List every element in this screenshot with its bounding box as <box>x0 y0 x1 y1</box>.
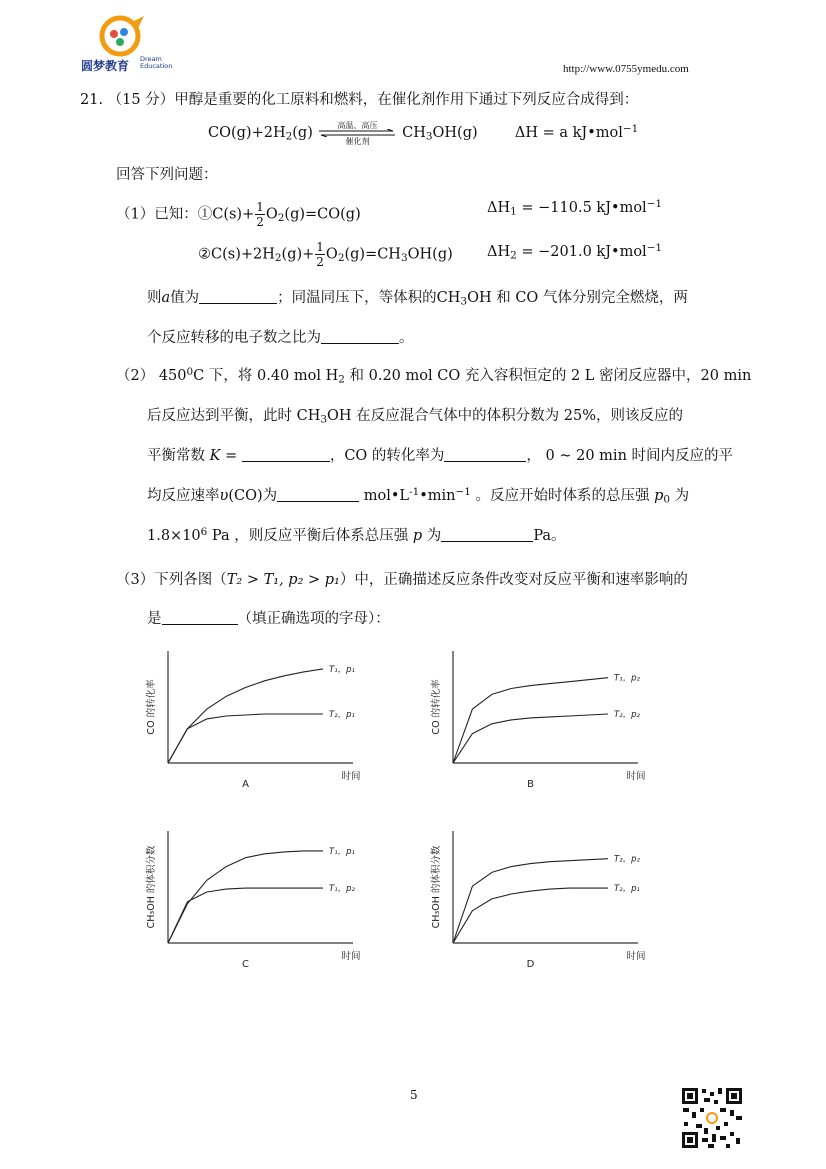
p2-l5-d: Pa。 <box>533 528 566 544</box>
eq-right: CH <box>402 125 426 141</box>
part1-reaction1 <box>116 200 361 229</box>
q1-var-a: a <box>161 290 171 306</box>
p2-l3-c: ，CO 的转化率为 <box>329 448 445 464</box>
answer-blank-choice[interactable] <box>162 610 238 625</box>
eq-right-end: OH(g) <box>432 125 478 141</box>
x-axis-label: 时间 <box>341 771 361 782</box>
chart-a <box>140 645 390 799</box>
p2-l2-b: OH 在反应混合气体中的体积分数为 25%，则该反应的 <box>327 408 683 424</box>
p2-l4-c: mol•L <box>359 488 410 504</box>
p2-p0-sub: 0 <box>663 493 671 506</box>
r2-c-sub: 2 <box>337 252 345 265</box>
main-equation <box>208 122 638 144</box>
dh2-value: = −201.0 kJ•mol <box>516 244 647 260</box>
series-label-1: T₂，p₂ <box>614 854 640 865</box>
r1-fraction <box>255 200 265 229</box>
part1-label: （1）已知： <box>116 206 198 223</box>
series-line-1 <box>453 859 608 943</box>
p2-l1-a: （2） 450 <box>116 368 187 384</box>
header-url: http://www.0755ymedu.com <box>563 63 689 75</box>
r2-b: (g)+ <box>281 246 315 263</box>
r1-b: O <box>265 206 278 223</box>
r2-d: (g)=CH <box>344 246 401 263</box>
chart-c <box>140 825 390 979</box>
answer-blank-rate[interactable] <box>277 487 359 502</box>
p2-l5-b: Pa ，则反应平衡后体系总压强 <box>207 528 413 544</box>
part2-line5 <box>147 524 566 545</box>
qr-code-icon <box>680 1086 744 1150</box>
part1-question-line1 <box>147 286 688 307</box>
x-axis-label: 时间 <box>341 951 361 962</box>
answer-blank-k[interactable] <box>242 447 330 462</box>
p2-l4-e: 。反应开始时体系的总压强 <box>470 488 655 504</box>
series-label-1: T₁，p₂ <box>614 673 640 684</box>
p2-l2-sub: 3 <box>320 413 328 426</box>
p3-l2-b: （填正确选项的字母）： <box>237 611 390 627</box>
r2-e: OH(g) <box>407 246 453 263</box>
part2-line1 <box>116 364 751 385</box>
series-line-1 <box>168 669 323 763</box>
chart-b <box>425 645 675 799</box>
q1-f: 个反应转移的电子数之比为 <box>147 330 321 346</box>
r2-fraction <box>315 240 325 269</box>
p2-l3-a: 平衡常数 <box>147 448 210 464</box>
chart-b-svg <box>425 645 675 795</box>
answer-blank-pressure[interactable] <box>441 527 533 542</box>
p2-l4-b: (CO)为 <box>228 488 278 504</box>
p2-l5-c: 为 <box>422 528 442 544</box>
q1-c: 值为 <box>170 290 200 306</box>
q1-e: OH 和 CO 气体分别完全燃烧，两 <box>467 290 688 306</box>
y-axis-label: CO 的转化率 <box>146 679 157 735</box>
q1-d: ；同温同压下，等体积的CH <box>277 290 461 306</box>
frac-num: 1 <box>256 200 264 214</box>
series-label-2: T₂，p₁ <box>329 710 355 720</box>
p2-l4-f: 为 <box>670 488 690 504</box>
p2-l4-a: 均反应速率 <box>147 488 220 504</box>
p3-condition: T₂ > T₁, p₂ > p₁ <box>226 572 340 588</box>
panel-label: C <box>242 959 249 970</box>
p3-l1-a: （3）下列各图（ <box>116 572 227 588</box>
panel-label: B <box>527 779 534 790</box>
r2-a: C(s)+2H <box>211 246 275 263</box>
part2-line3 <box>147 444 733 465</box>
panel-label: D <box>526 959 535 970</box>
question-number: 21. <box>80 92 104 108</box>
part1-dh1 <box>487 197 663 218</box>
chart-d <box>425 825 675 979</box>
answer-blank-conversion[interactable] <box>444 447 526 462</box>
p2-l5-sup: 6 <box>200 525 208 538</box>
dh1-sup: −1 <box>646 197 663 210</box>
p2-l3-b: = <box>220 448 242 464</box>
frac2-num: 1 <box>316 240 324 254</box>
series-label-2: T₂，p₁ <box>614 884 640 895</box>
series-line-2 <box>453 888 608 943</box>
r2-number: ② <box>198 246 211 263</box>
answer-prompt: 回答下列问题： <box>116 167 218 183</box>
p2-k: K <box>209 448 221 464</box>
y-axis-label: CH₃OH 的体积分数 <box>146 845 157 929</box>
equilibrium-arrow-icon <box>319 122 395 144</box>
eq-left-sub: 2 <box>285 130 293 143</box>
series-label-2: T₁，p₂ <box>329 884 355 895</box>
p2-l1-b: C 下，将 0.40 mol H <box>193 368 339 384</box>
frac2-den: 2 <box>316 255 324 269</box>
eq-left: CO(g)+2H <box>208 125 286 141</box>
series-line-1 <box>168 851 323 943</box>
dh2: ΔH <box>487 244 511 260</box>
p2-l3-d: ， 0 ~ 20 min 时间内反应的平 <box>526 448 734 464</box>
r2-a-sub: 2 <box>274 252 282 265</box>
series-line-2 <box>168 714 323 763</box>
p2-l4-sup1: -1 <box>409 485 420 498</box>
dh2-sub: 2 <box>510 249 517 262</box>
r2-c: O <box>325 246 338 263</box>
question-score: （15 分） <box>107 92 175 108</box>
q1-a: 则 <box>147 290 162 306</box>
dh1-value: = −110.5 kJ•mol <box>516 200 647 216</box>
dh1-sub: 1 <box>510 205 517 218</box>
r1-b-sub: 2 <box>277 212 285 225</box>
p2-l4-d: •min <box>419 488 456 504</box>
series-line-1 <box>453 678 608 763</box>
q1-d-sub: 3 <box>460 295 468 308</box>
p2-p0: p <box>654 488 664 504</box>
eq-dh: ΔH = a kJ•mol <box>514 125 623 141</box>
page-number: 5 <box>410 1088 418 1102</box>
series-label-1: T₁，p₁ <box>329 664 355 675</box>
r1-a: C(s)+ <box>212 206 255 223</box>
logo-en-line1: Dream <box>140 55 162 63</box>
p2-l2-a: 后反应达到平衡，此时 CH <box>147 408 321 424</box>
panel-label: A <box>242 779 249 790</box>
p2-p: p <box>412 528 423 544</box>
p2-l4-sup2: −1 <box>455 485 471 498</box>
r1-number: ① <box>197 206 213 223</box>
series-line-2 <box>453 714 608 763</box>
p2-l5-a: 1.8×10 <box>147 528 201 544</box>
chart-a-svg <box>140 645 390 795</box>
p2-v: υ <box>219 488 229 504</box>
part3-line2 <box>147 607 390 628</box>
logo-en-line2: Education <box>140 62 173 70</box>
question-intro-line <box>80 88 638 109</box>
p3-l1-b: ）中，正确描述反应条件改变对反应平衡和速率影响的 <box>339 572 688 588</box>
p2-l1-c: 和 0.20 mol CO 充入容积恒定的 2 L 密闭反应器中，20 min <box>344 368 752 384</box>
chart-c-svg <box>140 825 390 975</box>
part1-question-line2 <box>147 326 414 347</box>
part2-line4 <box>147 484 689 505</box>
part1-reaction2 <box>198 240 453 269</box>
dh1: ΔH <box>487 200 511 216</box>
p2-l1-sub: 2 <box>338 373 345 386</box>
answer-blank-electron-ratio[interactable] <box>321 329 399 344</box>
p3-l2-a: 是 <box>147 611 162 627</box>
part3-line1 <box>116 568 688 589</box>
series-label-2: T₂，p₂ <box>614 710 640 720</box>
q1-g: 。 <box>399 330 414 346</box>
x-axis-label: 时间 <box>626 771 646 782</box>
r1-c: (g)=CO(g) <box>284 206 361 223</box>
part1-dh2 <box>487 241 663 262</box>
frac-den: 2 <box>256 215 264 229</box>
logo-english-text <box>140 56 172 70</box>
x-axis-label: 时间 <box>626 951 646 962</box>
dh2-sup: −1 <box>646 241 663 254</box>
eq-right-sub: 3 <box>425 130 433 143</box>
logo-chinese-text: 圆梦教育 <box>81 59 130 73</box>
arrow-condition-bottom: 催化剂 <box>345 137 370 146</box>
arrow-condition-top: 高温、高压 <box>337 121 378 130</box>
question-intro: 甲醇是重要的化工原料和燃料，在催化剂作用下通过下列反应合成得到： <box>174 92 639 108</box>
part2-line2 <box>147 404 683 425</box>
chart-d-svg <box>425 825 675 975</box>
y-axis-label: CH₃OH 的体积分数 <box>431 845 442 929</box>
r2-d-sub: 3 <box>400 252 408 265</box>
eq-left-end: (g) <box>292 125 313 141</box>
eq-dh-sup: −1 <box>622 122 639 135</box>
series-line-2 <box>168 888 323 943</box>
answer-blank-a[interactable] <box>199 289 277 304</box>
y-axis-label: CO 的转化率 <box>431 679 442 735</box>
series-label-1: T₁，p₁ <box>329 846 355 857</box>
p2-l1-sup: 0 <box>186 365 194 378</box>
